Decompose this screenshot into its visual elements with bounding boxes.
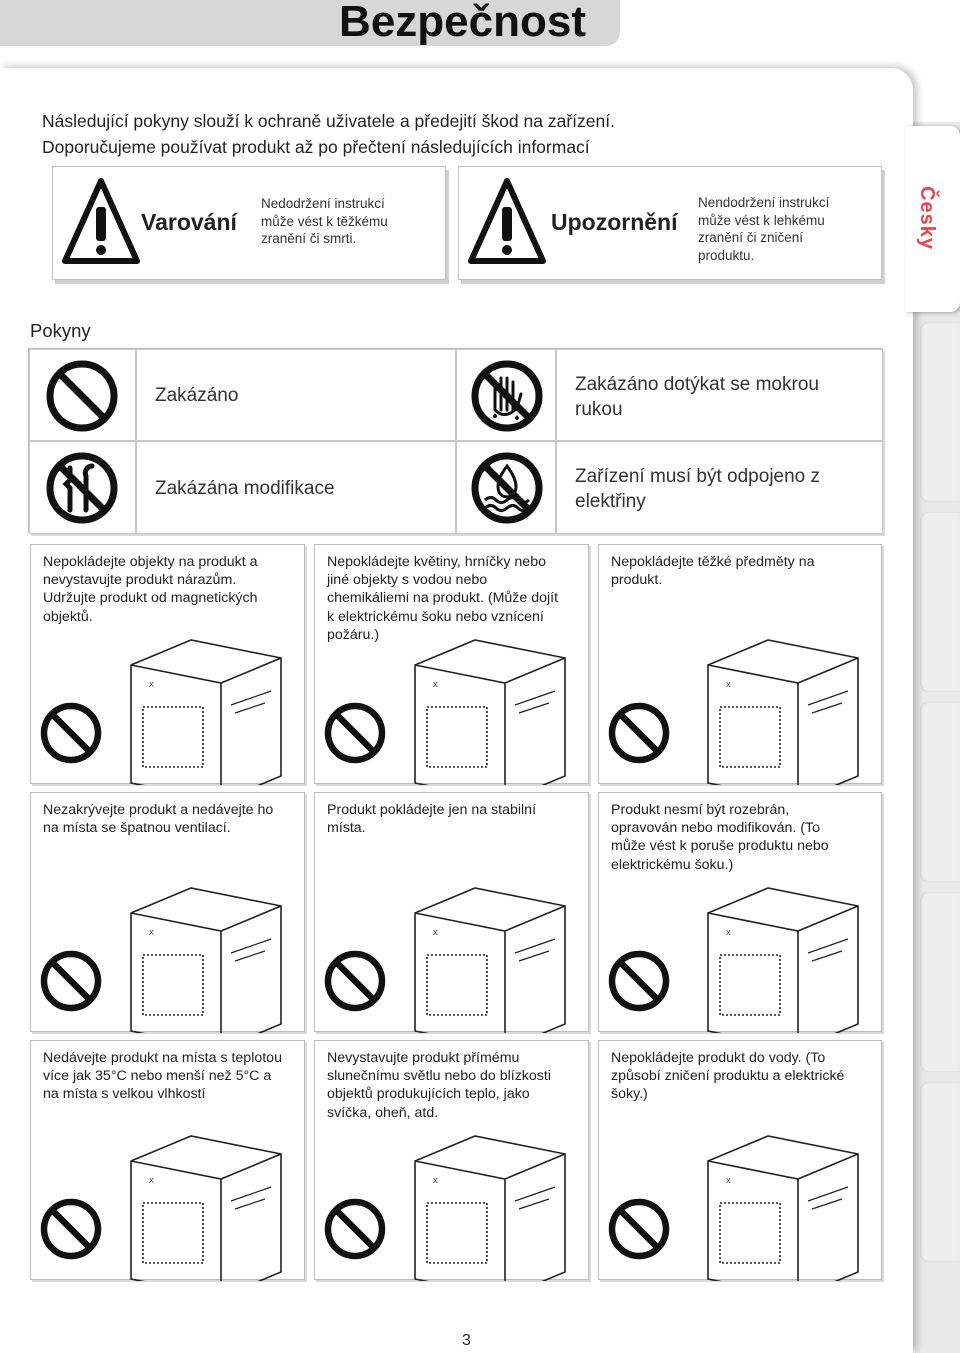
prohibited-icon xyxy=(612,706,666,760)
page-title: Bezpečnost xyxy=(339,0,586,46)
symbol-label-cell xyxy=(556,441,883,534)
svg-text:X: X xyxy=(726,1178,731,1185)
warning-line: zranění či smrti. xyxy=(261,231,357,246)
panel-text-line: Nezakrývejte produkt a nedávejte ho xyxy=(43,802,274,818)
symbol-label xyxy=(155,383,238,408)
panel-text xyxy=(611,1049,844,1104)
prohibited-icon xyxy=(328,706,382,760)
symbol-label-cell xyxy=(136,441,456,534)
language-tab[interactable] xyxy=(905,126,960,312)
caution-line: Nendodržení instrukcí xyxy=(698,195,830,210)
safety-panel xyxy=(598,544,882,784)
intro-text xyxy=(42,108,615,160)
svg-text:X: X xyxy=(726,930,731,937)
svg-text:X: X xyxy=(149,1178,154,1185)
no-wet-hand-icon xyxy=(457,350,557,442)
safety-panel xyxy=(598,1040,882,1280)
caution-line: produktu. xyxy=(698,247,755,263)
symbol-label-line: Zařízení musí být odpojeno z xyxy=(575,466,821,487)
panel-text xyxy=(327,553,558,644)
panel-text-line: Nepokládejte těžké předměty na xyxy=(611,554,815,570)
side-tab-inactive xyxy=(920,322,960,502)
no-modification-icon xyxy=(30,442,137,535)
caution-box xyxy=(458,166,882,280)
prohibited-icon xyxy=(328,1202,382,1256)
warning-line: může vést k těžkému xyxy=(261,213,388,229)
safety-panel xyxy=(30,792,305,1032)
panel-text xyxy=(327,1049,551,1122)
svg-text:X: X xyxy=(726,682,731,689)
panel-text-line: svíčka, oheň, atd. xyxy=(327,1104,439,1121)
panel-text xyxy=(611,801,829,874)
symbol-label-cell xyxy=(556,349,883,441)
panel-text-line: může vést k poruše produktu nebo xyxy=(611,838,829,855)
panel-text-line: Udržujte produkt od magnetických xyxy=(43,590,258,607)
panel-text-line: požáru.) xyxy=(327,626,380,643)
prohibited-icon xyxy=(612,1202,666,1256)
symbol-label xyxy=(575,464,820,514)
svg-text:X: X xyxy=(149,682,154,689)
panel-text-line: Nepokládejte produkt do vody. (To xyxy=(611,1050,826,1066)
unplug-icon xyxy=(457,442,557,535)
caution-triangle-icon xyxy=(467,177,547,265)
pokyny-heading: Pokyny xyxy=(30,320,91,341)
panel-text-line: jiné objekty s vodou nebo xyxy=(327,572,488,589)
panel-text xyxy=(43,801,273,837)
panel-text-line: na místa s velkou vlhkostí xyxy=(43,1086,206,1103)
side-tab-inactive xyxy=(920,892,960,1072)
panel-text-line: objektů. xyxy=(43,608,93,625)
symbol-label-line: rukou xyxy=(575,399,623,420)
panel-text-line: objektů produkujících teplo, jako xyxy=(327,1086,530,1103)
panel-text-line: Nepokládejte objekty na produkt a xyxy=(43,554,258,570)
side-tab-inactive xyxy=(920,1082,960,1262)
panel-text-line: chemikáliemi na produkt. (Může dojít xyxy=(327,590,559,607)
side-tab-inactive xyxy=(920,702,960,882)
prohibited-icon xyxy=(328,954,382,1008)
safety-panel xyxy=(314,1040,589,1280)
page-number: 3 xyxy=(462,1332,471,1349)
panel-text xyxy=(327,801,536,837)
svg-text:X: X xyxy=(433,682,438,689)
prohibited-icon xyxy=(44,954,98,1008)
panel-text xyxy=(43,553,258,626)
symbol-label-line: elektřiny xyxy=(575,491,646,512)
symbol-cell xyxy=(29,441,136,534)
prohibited-icon xyxy=(612,954,666,1008)
symbol-cell xyxy=(456,441,556,534)
page-title-bar xyxy=(0,0,620,46)
svg-text:X: X xyxy=(433,1178,438,1185)
panel-text xyxy=(611,553,814,589)
caution-title: Upozornění xyxy=(551,209,678,235)
panel-text-line: elektrickému šoku.) xyxy=(611,856,734,873)
safety-panel xyxy=(314,792,589,1032)
panel-text-line: Nepokládejte květiny, hrníčky nebo xyxy=(327,554,546,570)
intro-line: Následující pokyny slouží k ochraně uživatele a předejití škod na zařízení. xyxy=(42,111,615,131)
warning-triangle-icon xyxy=(61,177,141,265)
panel-text-line: opravován nebo modifikován. (To xyxy=(611,820,820,837)
side-tab-inactive xyxy=(920,512,960,692)
prohibited-icon xyxy=(30,350,137,442)
panel-text-line: produkt. xyxy=(611,572,663,589)
symbol-label xyxy=(575,372,819,422)
prohibited-icon xyxy=(44,706,98,760)
caution-line: zranění či zničení xyxy=(698,230,804,245)
language-tab-label: Česky xyxy=(916,186,938,250)
warning-title: Varování xyxy=(141,209,237,235)
panel-text-line: šoky.) xyxy=(611,1086,648,1103)
symbol-cell xyxy=(29,349,136,441)
warning-description xyxy=(261,195,388,248)
warning-line: Nedodržení instrukcí xyxy=(261,196,385,211)
panel-text-line: k elektrickému šoku nebo vznícení xyxy=(327,608,544,625)
safety-panel xyxy=(598,792,882,1032)
panel-text-line: na místa se špatnou ventilací. xyxy=(43,820,231,837)
symbol-label-cell xyxy=(136,349,456,441)
intro-line: Doporučujeme používat produkt až po přečtení následujících informací xyxy=(42,137,590,157)
safety-panel xyxy=(314,544,589,784)
caution-description xyxy=(698,194,829,264)
panel-text-line: místa. xyxy=(327,820,366,837)
panel-text-line: slunečnímu světlu nebo do blízkosti xyxy=(327,1068,551,1085)
symbol-label-line: Zakázána modifikace xyxy=(155,478,335,499)
panel-text-line: Produkt pokládejte jen na stabilní xyxy=(327,802,537,818)
panel-text-line: více jak 35°C nebo menší než 5°C a xyxy=(43,1068,272,1085)
caution-line: může vést k lehkému xyxy=(698,212,825,228)
symbol-cell xyxy=(456,349,556,441)
svg-text:X: X xyxy=(149,930,154,937)
panel-text-line: nevystavujte produkt nárazům. xyxy=(43,572,237,589)
panel-text-line: Nevystavujte produkt přímému xyxy=(327,1050,520,1066)
symbol-label-line: Zakázáno xyxy=(155,385,239,406)
prohibited-icon xyxy=(44,1202,98,1256)
symbol-label-line: Zakázáno dotýkat se mokrou xyxy=(575,374,819,395)
warning-box xyxy=(52,166,446,280)
symbols-grid xyxy=(28,348,882,533)
panel-text-line: Produkt nesmí být rozebrán, xyxy=(611,802,790,818)
panel-text-line: Nedávejte produkt na místa s teplotou xyxy=(43,1050,282,1066)
safety-panel xyxy=(30,544,305,784)
panel-text xyxy=(43,1049,282,1104)
svg-text:X: X xyxy=(433,930,438,937)
safety-panel xyxy=(30,1040,305,1280)
panel-text-line: způsobí zničení produktu a elektrické xyxy=(611,1068,845,1085)
symbol-label xyxy=(155,476,335,501)
